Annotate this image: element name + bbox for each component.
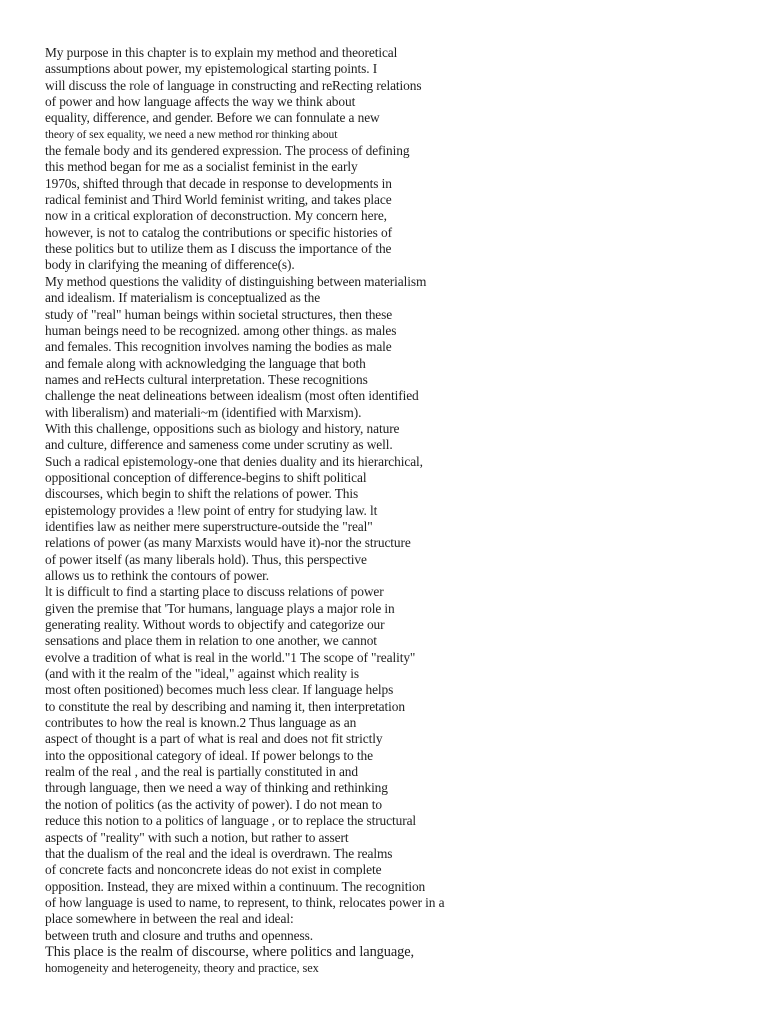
- text-line: body in clarifying the meaning of difference(s).: [45, 257, 295, 273]
- text-line: and females. This recognition involves naming the bodies as male: [45, 339, 392, 355]
- text-line: through language, then we need a way of thinking and rethinking: [45, 780, 388, 796]
- text-line: with liberalism) and materiali~m (identified with Marxism).: [45, 404, 362, 420]
- text-line: and idealism. If materialism is conceptualized as the: [45, 290, 321, 306]
- text-line: of power and how language affects the way we think about: [45, 94, 356, 110]
- text-line: now in a critical exploration of deconstruction. My concern here,: [45, 208, 387, 224]
- text-line: lt is difficult to find a starting place to discuss relations of power: [45, 584, 384, 600]
- text-line: given the premise that 'Tor humans, language plays a major role in: [45, 600, 395, 616]
- text-line: oppositional conception of difference-begins to shift political: [45, 469, 367, 485]
- text-line: challenge the neat delineations between idealism (most often identified: [45, 388, 419, 404]
- text-line: into the oppositional category of ideal. If power belongs to the: [45, 747, 373, 763]
- text-line: theory of sex equality, we need a new method ror thinking about: [45, 127, 338, 141]
- text-line: allows us to rethink the contours of power.: [45, 568, 270, 583]
- text-line: discourses, which begin to shift the relations of power. This: [45, 486, 359, 502]
- text-line: these politics but to utilize them as I discuss the importance of the: [45, 241, 392, 257]
- text-line: assumptions about power, my epistemological starting points. I: [45, 61, 378, 77]
- text-line: homogeneity and heterogeneity, theory and practice, sex: [45, 961, 319, 976]
- text-line: equality, difference, and gender. Before we can fonnulate a new: [45, 110, 380, 126]
- text-line: identifies law as neither mere superstructure-outside the "real": [45, 518, 373, 534]
- text-line: the notion of politics (as the activity of power). I do not mean to: [45, 796, 382, 812]
- text-line: most often positioned) becomes much less clear. If language helps: [45, 682, 394, 698]
- text-line: the female body and its gendered expression. The process of defining: [45, 143, 410, 159]
- text-line: sensations and place them in relation to one another, we cannot: [45, 633, 377, 649]
- body-text: [45, 45, 745, 977]
- text-line: My purpose in this chapter is to explain my method and theoretical: [45, 45, 398, 60]
- text-line: aspects of "reality" with such a notion, but rather to assert: [45, 829, 349, 845]
- text-line: My method questions the validity of distinguishing between materialism: [45, 273, 427, 289]
- text-line: of concrete facts and nonconcrete ideas do not exist in complete: [45, 862, 382, 878]
- text-line: Such a radical epistemology-one that denies duality and its hierarchical,: [45, 453, 423, 469]
- text-line: relations of power (as many Marxists would have it)-nor the structure: [45, 535, 411, 551]
- text-line: will discuss the role of language in constructing and reRecting relations: [45, 77, 422, 93]
- text-line: place somewhere in between the real and ideal:: [45, 911, 294, 927]
- text-line: and female along with acknowledging the language that both: [45, 355, 366, 371]
- text-line: this method began for me as a socialist feminist in the early: [45, 159, 358, 175]
- text-line: that the dualism of the real and the ideal is overdrawn. The realms: [45, 845, 393, 861]
- text-line: of how language is used to name, to represent, to think, relocates power in a: [45, 894, 445, 910]
- text-line: contributes to how the real is known.2 Thus language as an: [45, 715, 357, 731]
- text-line: evolve a tradition of what is real in the world."1 The scope of "reality": [45, 649, 416, 665]
- text-line: however, is not to catalog the contributions or specific histories of: [45, 224, 392, 240]
- text-line: study of "real" human beings within societal structures, then these: [45, 306, 393, 322]
- text-line: realm of the real , and the real is partially constituted in and: [45, 764, 359, 780]
- text-line: With this challenge, oppositions such as biology and history, nature: [45, 420, 400, 436]
- text-line: and culture, difference and sameness come under scrutiny as well.: [45, 437, 393, 453]
- text-line: This place is the realm of discourse, where politics and language,: [45, 943, 415, 960]
- text-line: human beings need to be recognized. among other things. as males: [45, 322, 397, 338]
- text-line: names and reHects cultural interpretation. These recognitions: [45, 371, 368, 387]
- text-line: reduce this notion to a politics of language , or to replace the structural: [45, 813, 417, 829]
- text-line: to constitute the real by describing and naming it, then interpretation: [45, 698, 405, 714]
- text-line: aspect of thought is a part of what is real and does not fit strictly: [45, 731, 383, 747]
- text-line: 1970s, shifted through that decade in response to developments in: [45, 175, 392, 191]
- text-line: radical feminist and Third World feminist writing, and takes place: [45, 192, 392, 208]
- text-line: between truth and closure and truths and openness.: [45, 927, 313, 943]
- text-line: generating reality. Without words to objectify and categorize our: [45, 617, 385, 633]
- text-line: of power itself (as many liberals hold). Thus, this perspective: [45, 551, 367, 567]
- text-line: (and with it the realm of the "ideal," against which reality is: [45, 666, 360, 682]
- text-line: epistemology provides a !lew point of entry for studying law. lt: [45, 502, 378, 518]
- text-line: opposition. Instead, they are mixed within a continuum. The recognition: [45, 878, 426, 894]
